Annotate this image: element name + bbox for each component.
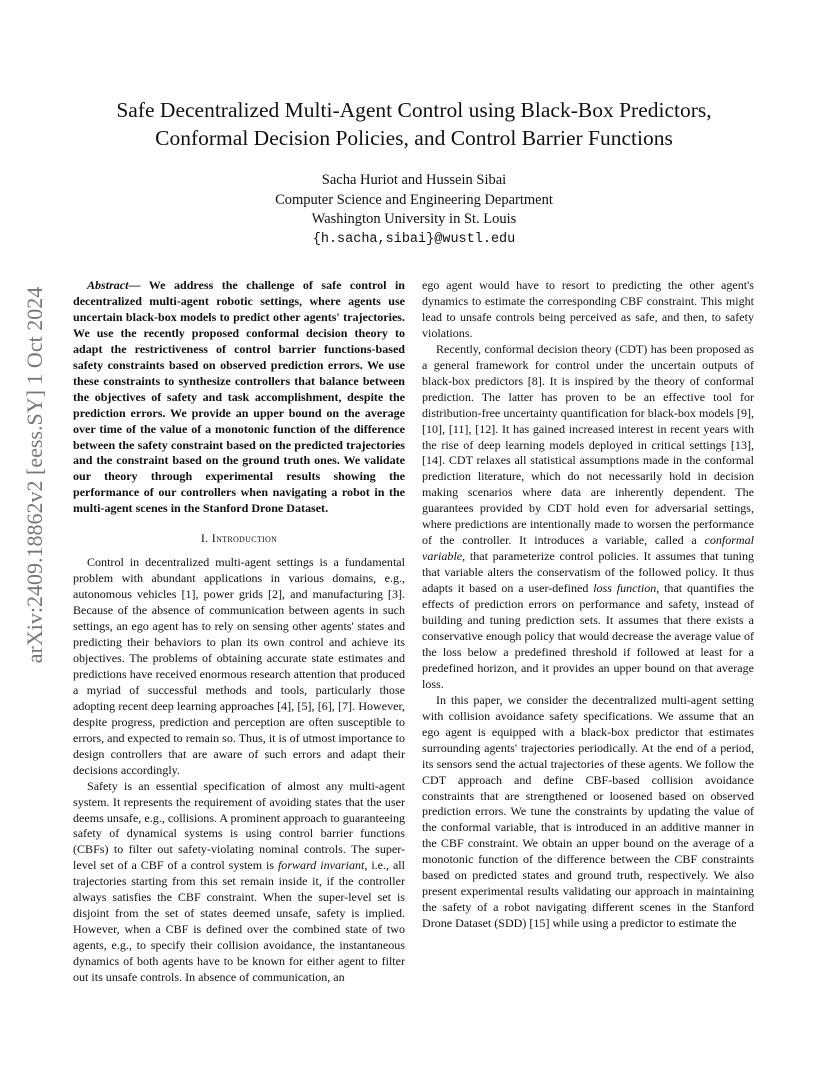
affiliation-university: Washington University in St. Louis: [311, 211, 517, 227]
title-line-1: Safe Decentralized Multi-Agent Control using Black-Box Predictors,: [116, 98, 712, 122]
intro-paragraph-2-part-b: , i.e., all trajectories starting from this set remain inside it, if the controller always satisfies the CBF constraint. When the super-level set is disjoint from the set of states deemed unsafe, safety is implied. However, when a CBF is defined over the combined state of two agents, e.g., to specify their collision avoidance, the instantaneous dynamics of both agents have to be known for either agent to filter out its unsafe controls. In absence of communication, an: [73, 858, 405, 985]
cdt-part-b: , that parameterize control policies. It assumes that tuning that variable alters the conservatism of the followed policy. It thus adapts it based on a user-defined: [422, 549, 754, 596]
section-title: Introduction: [211, 531, 278, 546]
abstract: [73, 278, 405, 517]
paper-title: [60, 96, 768, 152]
title-line-2: Conformal Decision Policies, and Control Barrier Functions: [155, 126, 673, 150]
right-paragraph-cdt: [422, 342, 754, 693]
abstract-label: Abstract: [87, 278, 129, 292]
author-block: [60, 171, 768, 249]
emphasis-conformal-variable: conformal variable: [422, 533, 754, 564]
cdt-part-a: Recently, conformal decision theory (CDT) has been proposed as a general framework for control under the uncertain outputs of black-box predictors [8]. It is inspired by the theory of conformal prediction. The latter has proven to be an effective tool for distribution-free uncertainty quantification for black-box models [9], [10], [11], [12]. It has gained increased interest in recent years with the rise of deep learning models deployed in critical settings [13], [14]. CDT relaxes all statistical assumptions made in the conformal prediction literature, which do not necessarily hold in decision making scenarios where data are inherently dependent. The guarantees provided by CDT hold even for adversarial settings, where predictions are intentionally made to worsen the performance of the controller. It introduces a variable, called a: [422, 341, 754, 548]
right-column: [422, 278, 754, 932]
section-number: I.: [200, 531, 212, 546]
author-names: Sacha Huriot and Hussein Sibai: [321, 172, 507, 188]
abstract-dash: —: [128, 278, 149, 292]
affiliation-department: Computer Science and Engineering Department: [275, 191, 553, 208]
arxiv-sidebar-stamp: [20, 286, 50, 664]
intro-paragraph-1: Control in decentralized multi-agent settings is a fundamental problem with abundant applications in various domains, e.g., autonomous vehicles [1], power grids [2], and manufacturing [3]. Because of the absence of communication between agents in such settings, an ego agent has to rely on sensing other agents' states and predicting their behaviors to plan its own control and achieve its objectives. The problems of obtaining accurate state estimates and predictions have received enormous research attention that produced a myriad of successful methods and tools, particularly those adopting recent deep learning approaches [4], [5], [6], [7]. However, despite progress, prediction and perception are often susceptible to errors, and expected to remain so. Thus, it is of utmost importance to design controllers that are aware of such errors and adapt their decisions accordingly.: [73, 555, 405, 777]
section-heading-introduction: [73, 531, 405, 547]
author-email: {h.sacha,sibai}@wustl.edu: [312, 231, 516, 247]
intro-paragraph-2-part-a: Safety is an essential specification of almost any multi-agent system. It represents the requirement of avoiding states that the user deems unsafe, e.g., collisions. A prominent approach to guaranteeing safety of dynamical systems is using control barrier functions (CBFs) to filter out safety-violating nominal controls. The super-level set of a CBF of a control system is: [73, 778, 405, 873]
abstract-text: We address the challenge of safe control in decentralized multi-agent robotic settings, where agents use uncertain black-box models to predict other agents' trajectories. We use the recently proposed conformal decision theory to adapt the restrictiveness of control barrier functions-based safety constraints based on observed prediction errors. We use these constraints to synthesize controllers that balance between the objectives of safety and task accomplishment, despite the prediction errors. We provide an upper bound on the average over time of the value of a monotonic function of the difference between the safety constraint based on the predicted trajectories and the constraint based on the ground truth ones. We validate our theory through experimental results showing the performance of our controllers when navigating a robot in the multi-agent scenes in the Stanford Drone Dataset.: [73, 278, 406, 516]
emphasis-loss-function: loss function: [593, 581, 657, 596]
left-column: [73, 278, 405, 986]
right-paragraph-this-paper: In this paper, we consider the decentralized multi-agent setting with collision avoidance safety specifications. We assume that an ego agent is equipped with a black-box predictor that estimates surrounding agents' trajectories periodically. At the end of a period, its sensors send the actual trajectories of these agents. We follow the CDT approach and define CBF-based collision avoidance constraints that are strengthened or loosened based on observed prediction errors. We tune the constraints by updating the value of the conformal variable, that is introduced in an additive manner in the CBF constraint. We obtain an upper bound on the average of a monotonic function of the difference between the CBF constraints based on predicted states and ground truth, respectively. We also present experimental results validating our approach in maintaining the safety of a robot navigating different scenes in the Stanford Drone Dataset (SDD) [15] while using a predictor to estimate the: [422, 692, 754, 931]
cdt-part-c: , that quantifies the effects of prediction errors on performance and safety, instead of building and tuning prediction sets. It assumes that there exists a conservative enough policy that would decrease the average value of the loss below a predefined threshold if followed at least for a predefined horizon, and it provides an upper bound on that average loss.: [422, 581, 755, 691]
emphasis-forward-invariant: forward invariant: [277, 858, 365, 873]
intro-paragraph-2: [73, 779, 405, 986]
arxiv-identifier: arXiv:2409.18862v2 [eess.SY] 1 Oct 2024: [22, 286, 47, 664]
right-paragraph-continued: ego agent would have to resort to predicting the other agent's dynamics to estimate the corresponding CBF constraint. This might lead to unsafe controls being perceived as safe, and then, to safety violations.: [422, 278, 754, 340]
